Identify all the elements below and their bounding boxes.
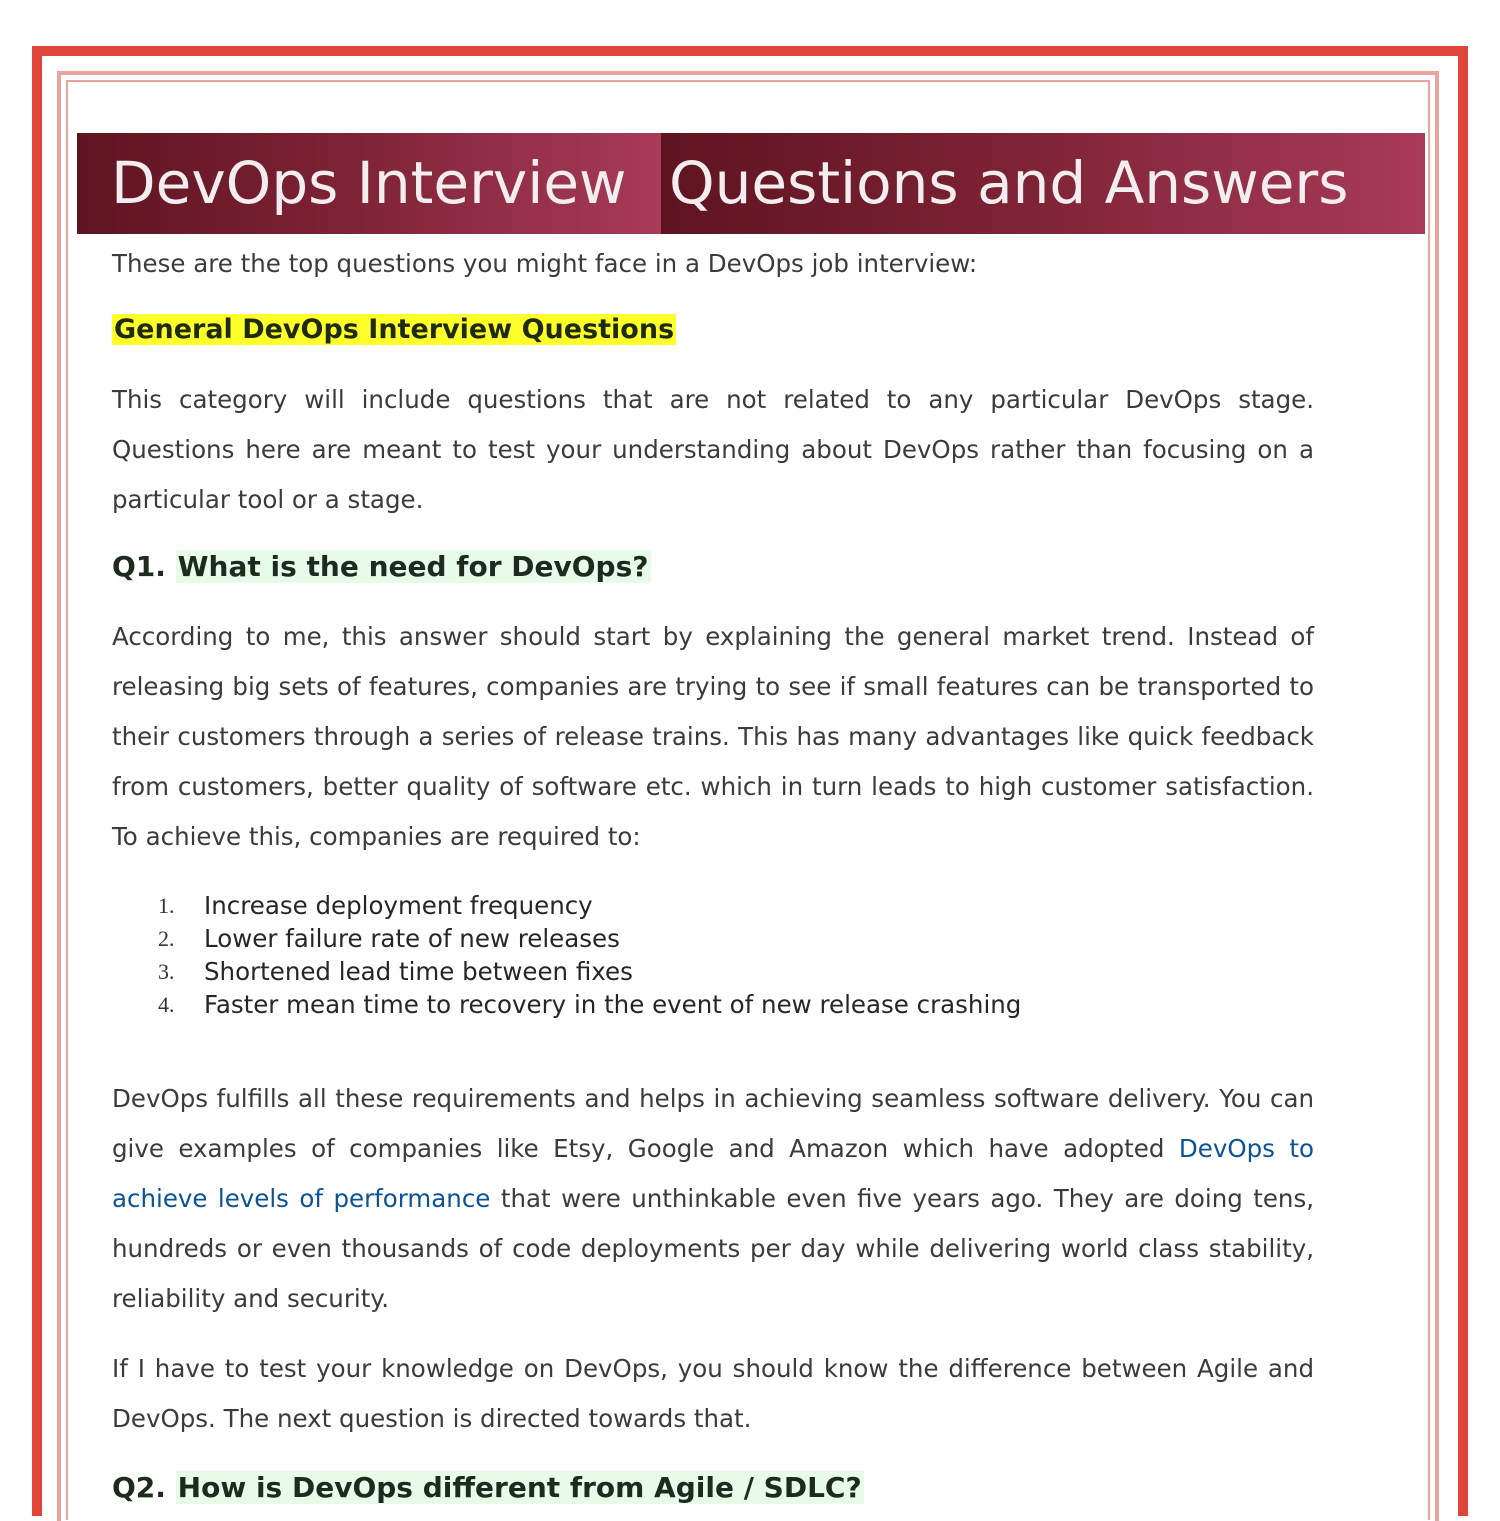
list-item-text: Faster mean time to recovery in the event of new release crashing bbox=[204, 990, 1022, 1019]
intro-text: These are the top questions you might face in a DevOps job interview: bbox=[112, 249, 978, 278]
question-1-answer-intro: According to me, this answer should start by explaining the general market trend. Instead of releasing big sets of features, companies are trying to see if small features can be transported to their customers through a series of release trains. This has many advantages like quick feedback from customers, better quality of software etc. which in turn leads to high customer satisfaction. To achieve this, companies are required to: bbox=[112, 622, 1314, 851]
devops-performance-link[interactable]: DevOps to achieve levels of performance bbox=[112, 1134, 1314, 1213]
list-item-text: Lower failure rate of new releases bbox=[204, 924, 620, 953]
question-1-answer-body bbox=[112, 1074, 1314, 1324]
banner-title-right: Questions and Answers bbox=[661, 133, 1425, 234]
question-2-heading bbox=[112, 1469, 1314, 1507]
list-item-number: 1. bbox=[158, 893, 175, 918]
list-item bbox=[112, 988, 1314, 1021]
answer-text-part1: DevOps fulfills all these requirements and helps in achieving seamless software delivery. You can give examples of companies like Etsy, Google and Amazon which have adopted bbox=[112, 1084, 1314, 1163]
document-body bbox=[112, 244, 1314, 1507]
question-1-number: Q1. bbox=[112, 550, 166, 583]
list-item-number: 3. bbox=[158, 959, 175, 984]
title-banner bbox=[77, 133, 1425, 234]
question-1-followup: If I have to test your knowledge on DevOps, you should know the difference between Agile and DevOps. The next question is directed towards that. bbox=[112, 1354, 1314, 1433]
section-heading-text: General DevOps Interview Questions bbox=[114, 314, 675, 345]
answer-text-part2: that were unthinkable even five years ago. They are doing tens, hundreds or even thousands of code deployments per day while delivering world class stability, reliability and security. bbox=[112, 1184, 1315, 1313]
list-item bbox=[112, 922, 1314, 955]
list-item-text: Increase deployment frequency bbox=[204, 891, 593, 920]
banner-title-left: DevOps Interview bbox=[77, 133, 661, 234]
question-2-number: Q2. bbox=[112, 1471, 166, 1504]
question-1-heading bbox=[112, 548, 1314, 586]
list-item-number: 4. bbox=[158, 992, 175, 1017]
question-1-title: What is the need for DevOps? bbox=[177, 550, 649, 583]
question-2-title: How is DevOps different from Agile / SDLC? bbox=[177, 1471, 862, 1504]
list-item bbox=[112, 889, 1314, 922]
section-heading bbox=[112, 312, 1314, 348]
list-item-text: Shortened lead time between fixes bbox=[204, 957, 633, 986]
list-item bbox=[112, 955, 1314, 988]
section-description: This category will include questions that are not related to any particular DevOps stage. Questions here are meant to test your understanding about DevOps rather than focusing on a particular tool or a stage. bbox=[112, 385, 1314, 514]
list-item-number: 2. bbox=[158, 926, 175, 951]
requirements-list bbox=[112, 889, 1314, 1021]
